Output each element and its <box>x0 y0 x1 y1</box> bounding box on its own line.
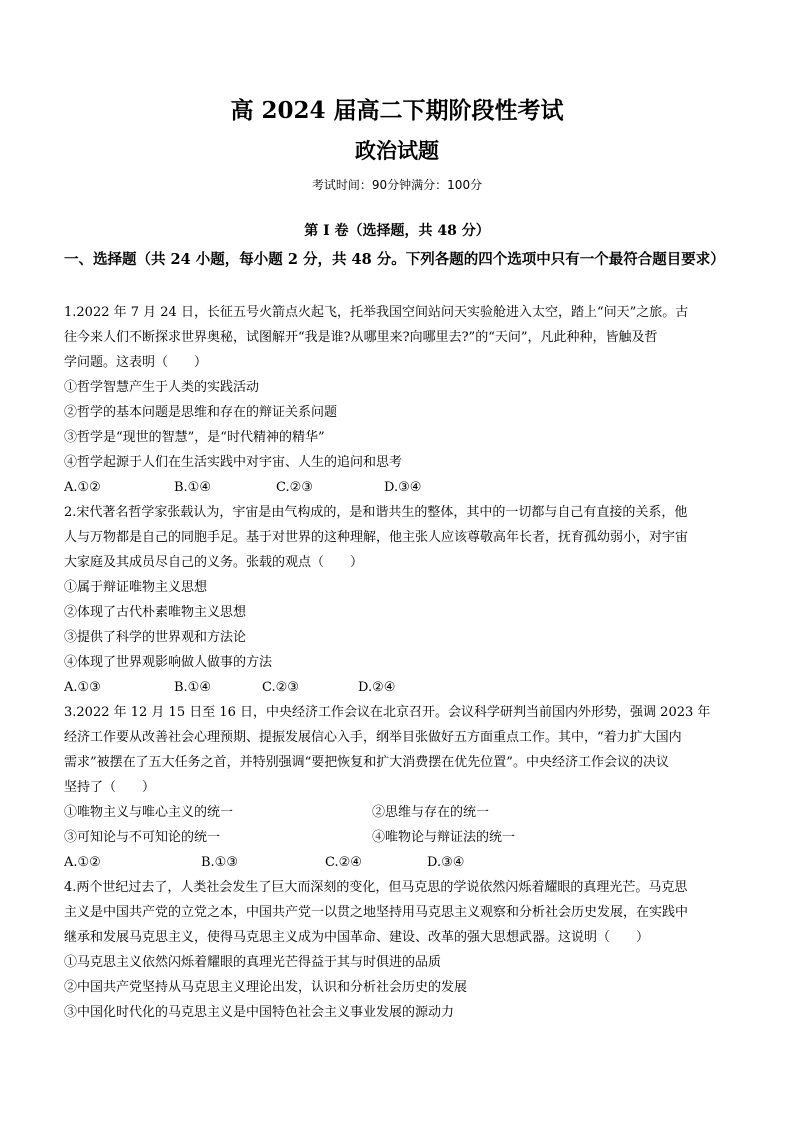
stem-line: 3.2022 年 12 月 15 日至 16 日，中央经济工作会议在北京召开。会议科学研判当前国内外形势，强调 2023 年 <box>64 705 711 720</box>
stem-line: 坚持了（ ） <box>64 780 156 795</box>
question-4-item-2: ②中国共产党坚持从马克思主义理论出发，认识和分析社会历史的发展 <box>64 980 468 995</box>
option-c: C.②③ <box>262 680 299 695</box>
option-b: B.①③ <box>201 855 238 870</box>
question-3-item-3: ③可知论与不可知论的统一 <box>64 830 221 845</box>
option-b: B.①④ <box>174 680 211 695</box>
question-1-item-2: ②哲学的基本问题是思维和存在的辩证关系问题 <box>64 405 338 420</box>
stem-line: 学问题。这表明（ ） <box>64 355 208 370</box>
question-4-item-1: ①马克思主义依然闪烁着耀眼的真理光芒得益于其与时俱进的品质 <box>64 955 442 970</box>
option-d: D.③④ <box>427 855 465 870</box>
stem-line: 大家庭及其成员尽自己的义务。张载的观点（ ） <box>64 555 364 570</box>
question-1-item-1: ①哲学智慧产生于人类的实践活动 <box>64 380 260 395</box>
question-4-item-3: ③中国化时代化的马克思主义是中国特色社会主义事业发展的源动力 <box>64 1005 455 1020</box>
question-3-options <box>64 850 734 875</box>
option-a: A.①③ <box>64 680 101 695</box>
question-2-item-1: ①属于辩证唯物主义思想 <box>64 580 208 595</box>
stem-line: 继承和发展马克思主义，使得马克思主义成为中国革命、建设、改革的强大思想武器。这说明（ ） <box>64 930 650 945</box>
question-1-stem <box>64 300 734 375</box>
exam-info: 考试时间：90分钟满分：100分 <box>311 178 483 192</box>
option-d: D.②④ <box>358 680 396 695</box>
question-2-item-2: ②体现了古代朴素唯物主义思想 <box>64 605 247 620</box>
question-1-item-3: ③哲学是“现世的智慧”，是“时代精神的精华” <box>64 430 325 445</box>
question-3-items-row-2 <box>64 825 734 850</box>
stem-line: 1.2022 年 7 月 24 日，长征五号火箭点火起飞，托举我国空间站问天实验舱进入太空，踏上“问天”之旅。古 <box>64 305 689 320</box>
question-2-stem <box>64 500 734 575</box>
stem-line: 需求”被摆在了五大任务之首，并特别强调“要把恢复和扩大消费摆在优先位置”。中央经济工作会议的决议 <box>64 755 669 770</box>
exam-subtitle: 政治试题 <box>355 138 439 163</box>
stem-line: 2.宋代著名哲学家张载认为，宇宙是由气构成的，是和谐共生的整体，其中的一切都与自己有直接的关系，他 <box>64 505 688 520</box>
option-d: D.③④ <box>384 480 422 495</box>
question-list <box>64 300 734 1025</box>
option-a: A.①② <box>64 480 101 495</box>
question-1-item-4: ④哲学起源于人们在生活实践中对宇宙、人生的追问和思考 <box>64 455 403 470</box>
question-3-stem <box>64 700 734 800</box>
question-3-items-row-1 <box>64 800 734 825</box>
question-1-options <box>64 475 734 500</box>
stem-line: 主义是中国共产党的立党之本，中国共产党一以贯之地坚持用马克思主义观察和分析社会历史发展，在实践中 <box>64 905 689 920</box>
option-a: A.①② <box>64 855 101 870</box>
question-3-item-1: ①唯物主义与唯心主义的统一 <box>64 805 234 820</box>
option-c: C.②③ <box>276 480 313 495</box>
question-4-stem <box>64 875 734 950</box>
option-b: B.①④ <box>174 480 211 495</box>
question-3-item-4: ④唯物论与辩证法的统一 <box>372 830 516 845</box>
section-heading: 一、选择题（共 24 小题，每小题 2 分，共 48 分。下列各题的四个选项中只有一个最符合题目要求） <box>64 251 725 268</box>
question-3-item-2: ②思维与存在的统一 <box>372 805 490 820</box>
part-title: 第 I 卷（选择题，共 48 分） <box>304 223 490 239</box>
question-2-options <box>64 675 734 700</box>
stem-line: 往今来人们不断探求世界奥秘，试图解开“我是谁?从哪里来?向哪里去?”的“天问”，凡此种种，皆触及哲 <box>64 330 658 345</box>
exam-title: 高 2024 届高二下期阶段性考试 <box>230 97 564 124</box>
question-2-item-3: ③提供了科学的世界观和方法论 <box>64 630 247 645</box>
option-c: C.②④ <box>325 855 362 870</box>
stem-line: 经济工作要从改善社会心理预期、提振发展信心入手，纲举目张做好五方面重点工作。其中，“着力扩大国内 <box>64 730 682 745</box>
stem-line: 4.两个世纪过去了，人类社会发生了巨大而深刻的变化，但马克思的学说依然闪烁着耀眼的真理光芒。马克思 <box>64 880 688 895</box>
question-2-item-4: ④体现了世界观影响做人做事的方法 <box>64 655 273 670</box>
stem-line: 人与万物都是自己的同胞手足。基于对世界的这种理解，他主张人应该尊敬高年长者，抚育孤幼弱小，对宇宙 <box>64 530 689 545</box>
